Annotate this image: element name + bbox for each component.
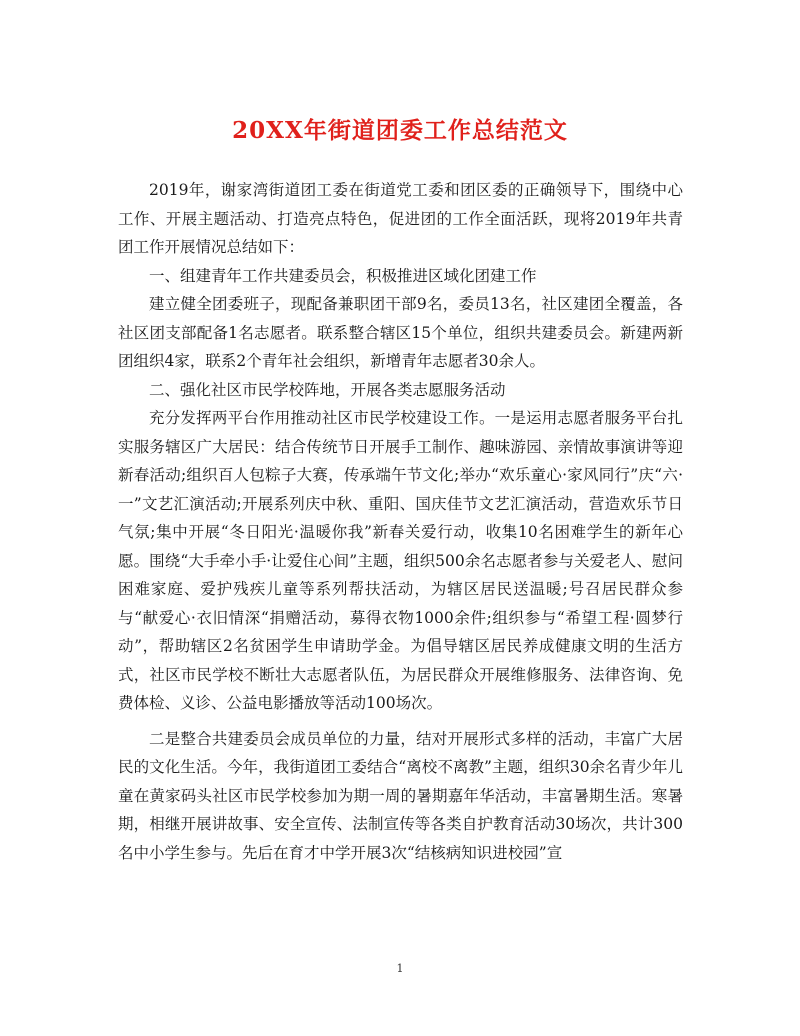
section-heading-2: 二、强化社区市民学校阵地，开展各类志愿服务活动 xyxy=(149,380,506,399)
paragraph-section-2a: 充分发挥两平台作用推动社区市民学校建设工作。一是运用志愿者服务平台扎实服务辖区广大居民：结合传统节日开展手工制作、趣味游园、亲情故事演讲等迎新春活动;组织百人包粽子大赛，传承端午节文化;举办“欢乐童心·家风同行”庆“六·一”文艺汇演活动;开展系列庆中秋、重阳、国庆佳节文艺汇演活动，营造欢乐节日气氛;集中开展“冬日阳光·温暖你我”新春关爱行动，收集10名困难学生的新年心愿。围绕“大手牵小手·让爱住心间”主题，组织500余名志愿者参与关爱老人、慰问困难家庭、爱护残疾儿童等系列帮扶活动，为辖区居民送温暖;号召居民群众参与“献爱心·衣旧情深“捐赠活动，募得衣物1000余件;组织参与“希望工程·圆梦行动”，帮助辖区2名贫困学生申请助学金。为倡导辖区居民养成健康文明的生活方式，社区市民学校不断壮大志愿者队伍，为居民群众开展维修服务、法律咨询、免费体检、义诊、公益电影播放等活动100场次。 xyxy=(118,409,683,712)
paragraph-intro: 2019年，谢家湾街道团工委在街道党工委和团区委的正确领导下，围绕中心工作、开展主题活动、打造亮点特色，促进团的工作全面活跃，现将2019年共青团工作开展情况总结如下： xyxy=(118,181,683,256)
document-body xyxy=(118,176,683,867)
paragraph-section-1: 建立健全团委班子，现配备兼职团干部9名，委员13名，社区建团全覆盖，各社区团支部配备1名志愿者。联系整合辖区15个单位，组织共建委员会。新建两新团组织4家，联系2个青年社会组织，新增青年志愿者30余人。 xyxy=(118,295,683,370)
document-title: 20XX年街道团委工作总结范文 xyxy=(232,117,568,144)
page-number: 1 xyxy=(396,962,404,975)
paragraph-section-2b: 二是整合共建委员会成员单位的力量，结对开展形式多样的活动，丰富广大居民的文化生活。今年，我街道团工委结合“离校不离教”主题，组织30余名青少年儿童在黄家码头社区市民学校参加为期一周的暑期嘉年华活动，丰富暑期生活。寒暑期，相继开展讲故事、安全宣传、法制宣传等各类自护教育活动30场次，共计300名中小学生参与。先后在育才中学开展3次“结核病知识进校园”宣 xyxy=(118,729,683,862)
section-heading-1: 一、组建青年工作共建委员会，积极推进区域化团建工作 xyxy=(149,266,537,285)
